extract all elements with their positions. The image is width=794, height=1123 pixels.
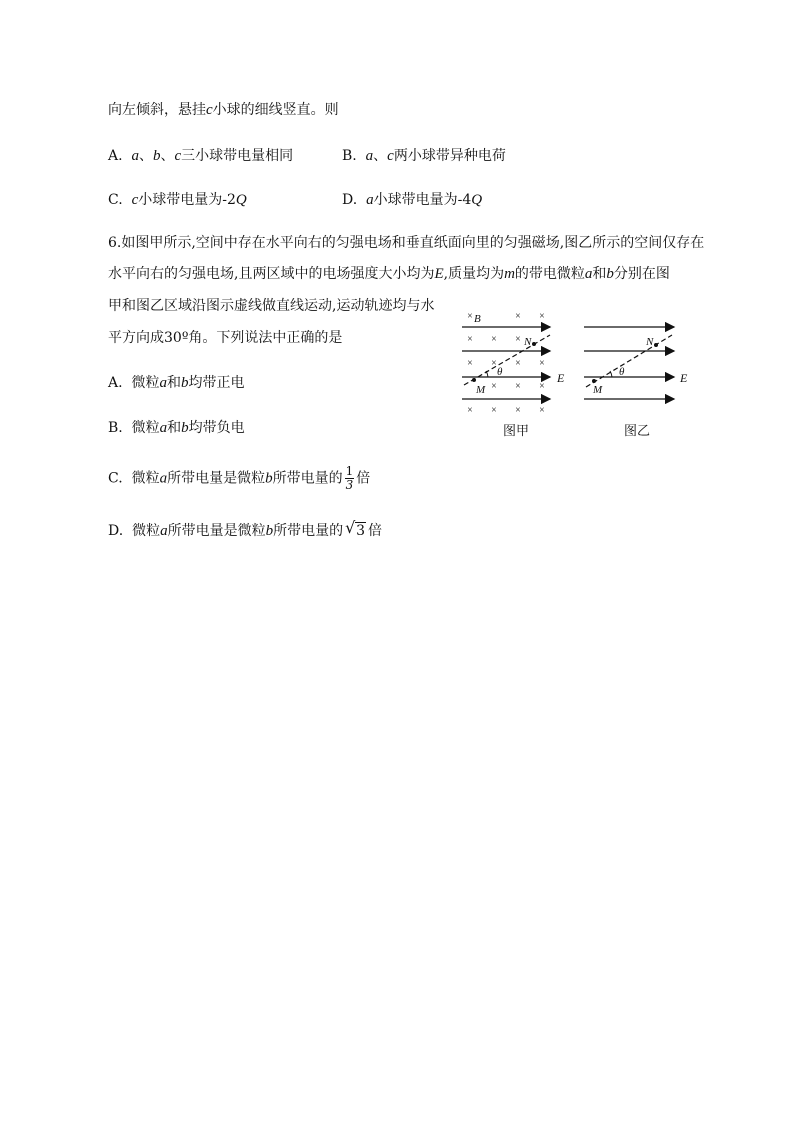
- var-b: b: [181, 420, 189, 436]
- text: 所带电量是微粒: [167, 470, 266, 487]
- var-b: b: [152, 148, 161, 164]
- label-e: E: [557, 371, 565, 385]
- text: 所带电量是微粒: [167, 523, 266, 539]
- text: 微粒: [131, 375, 160, 391]
- sep: 、: [138, 148, 153, 164]
- figure-jia: [462, 311, 565, 439]
- cross-icon: ×: [539, 405, 545, 416]
- text: 均带负电: [188, 420, 245, 436]
- cross-icon: ×: [467, 334, 473, 345]
- cross-icon: ×: [491, 381, 497, 392]
- q6-figure: [456, 305, 696, 445]
- cross-icon: ×: [491, 334, 497, 345]
- figure-yi: [584, 327, 688, 439]
- charge-value: -2: [222, 192, 236, 208]
- cross-icon: ×: [515, 334, 521, 345]
- fraction-numerator: 1: [345, 464, 354, 478]
- label-n: N: [646, 336, 654, 348]
- var-a: a: [131, 148, 139, 164]
- var-c: c: [131, 192, 139, 208]
- label-b: B: [474, 313, 481, 325]
- label-theta: θ: [497, 366, 503, 378]
- var-b: b: [265, 523, 274, 539]
- label-theta: θ: [619, 366, 625, 378]
- option-text: 小球带电量为: [373, 192, 458, 208]
- option-text: 小球带电量为: [138, 192, 223, 208]
- cross-icon: ×: [467, 405, 473, 416]
- text: 均带正电: [188, 375, 245, 391]
- label-m: M: [476, 384, 486, 396]
- q6-stem-line4: 平方向成30º角。下列说法中正确的是: [108, 330, 343, 346]
- point-m-dot: [592, 379, 596, 383]
- option-letter: A.: [108, 375, 123, 391]
- cross-icon: ×: [539, 311, 545, 322]
- option-letter: D.: [108, 523, 124, 539]
- cross-icon: ×: [467, 358, 473, 369]
- cross-icon: ×: [491, 405, 497, 416]
- var-a: a: [159, 470, 168, 487]
- cross-icon: ×: [539, 358, 545, 369]
- label-e: E: [680, 371, 688, 385]
- q6-option-d[interactable]: [108, 518, 383, 541]
- q5-option-c[interactable]: [108, 190, 247, 210]
- q6-option-a[interactable]: [108, 373, 244, 393]
- var-m: m: [504, 266, 515, 282]
- var-a: a: [160, 523, 168, 539]
- cross-icon: ×: [491, 358, 497, 369]
- var-a: a: [584, 266, 593, 282]
- q5-stem: [108, 100, 339, 120]
- cross-icon: ×: [515, 358, 521, 369]
- text: 和: [166, 375, 181, 391]
- option-letter: A.: [108, 148, 123, 164]
- charge-unit: Q: [471, 192, 483, 208]
- option-letter: B.: [108, 420, 123, 436]
- text: 微粒: [132, 523, 161, 539]
- q5-stem-text-2: 小球的细线竖直。则: [212, 102, 339, 118]
- var-a: a: [366, 192, 374, 208]
- text: 所带电量的: [273, 523, 344, 539]
- radical-sign-icon: √: [345, 518, 356, 537]
- cross-icon: ×: [515, 405, 521, 416]
- point-n-dot: [532, 342, 536, 346]
- cross-icon: ×: [515, 311, 521, 322]
- radicand: 3: [356, 523, 366, 539]
- var-a: a: [159, 420, 168, 436]
- charge-unit: Q: [235, 192, 247, 208]
- option-text: 两小球带异种电荷: [393, 148, 506, 164]
- option-text: 三小球带电量相同: [181, 148, 294, 164]
- var-a: a: [365, 148, 374, 164]
- cross-icon: ×: [539, 381, 545, 392]
- option-letter: C.: [108, 470, 123, 487]
- q6-option-b[interactable]: [108, 418, 245, 438]
- text: 所带电量的: [272, 470, 343, 487]
- option-letter: D.: [342, 192, 358, 208]
- option-letter: C.: [108, 192, 123, 208]
- var-a: a: [159, 375, 167, 391]
- var-c: c: [174, 148, 182, 164]
- fraction-denominator: 3: [345, 478, 354, 492]
- var-E: E: [434, 266, 444, 282]
- label-n: N: [524, 336, 532, 348]
- text: 微粒: [131, 420, 160, 436]
- var-b: b: [265, 470, 273, 487]
- q5-option-a[interactable]: [108, 146, 293, 166]
- text: 倍: [368, 523, 383, 539]
- q5-stem-text: 向左倾斜，悬挂: [108, 102, 206, 118]
- text: 的带电微粒: [514, 266, 585, 282]
- text: 和: [167, 420, 182, 436]
- sep: 、: [160, 148, 175, 164]
- charge-value: -4: [457, 192, 472, 208]
- angle-arc: [610, 371, 612, 377]
- q6-stem-line1: 6.如图甲所示,空间中存在水平向右的匀强电场和垂直纸面向里的匀强磁场,图乙所示的空间仅存在: [108, 235, 705, 251]
- caption-jia: 图甲: [502, 424, 530, 439]
- var-b: b: [606, 266, 614, 282]
- q6-stem-line3: 甲和图乙区域沿图示虚线做直线运动,运动轨迹均与水: [108, 298, 435, 314]
- text: 微粒: [131, 470, 160, 487]
- text: ,质量均为: [443, 266, 505, 282]
- label-m: M: [593, 384, 603, 396]
- fraction: [345, 465, 355, 492]
- text: 分别在图: [613, 266, 670, 282]
- square-root: [345, 518, 366, 541]
- q6-stem-line2: [108, 264, 670, 284]
- point-m-dot: [472, 378, 476, 382]
- point-n-dot: [654, 343, 658, 347]
- text: 和: [592, 266, 607, 282]
- option-letter: B.: [342, 148, 357, 164]
- q5-option-d[interactable]: [342, 190, 482, 210]
- caption-yi: 图乙: [623, 424, 651, 439]
- q5-stem-var-c: c: [206, 102, 213, 118]
- q5-option-b[interactable]: [342, 146, 506, 166]
- trajectory-dashed-line: [586, 335, 672, 387]
- q6-option-c[interactable]: [108, 465, 370, 492]
- var-c: c: [387, 148, 394, 164]
- sep: 、: [373, 148, 388, 164]
- cross-icon: ×: [467, 311, 473, 322]
- var-b: b: [180, 375, 189, 391]
- text: 水平向右的匀强电场,且两区域中的电场强度大小均为: [108, 266, 435, 282]
- text: 倍: [356, 470, 371, 487]
- cross-icon: ×: [515, 381, 521, 392]
